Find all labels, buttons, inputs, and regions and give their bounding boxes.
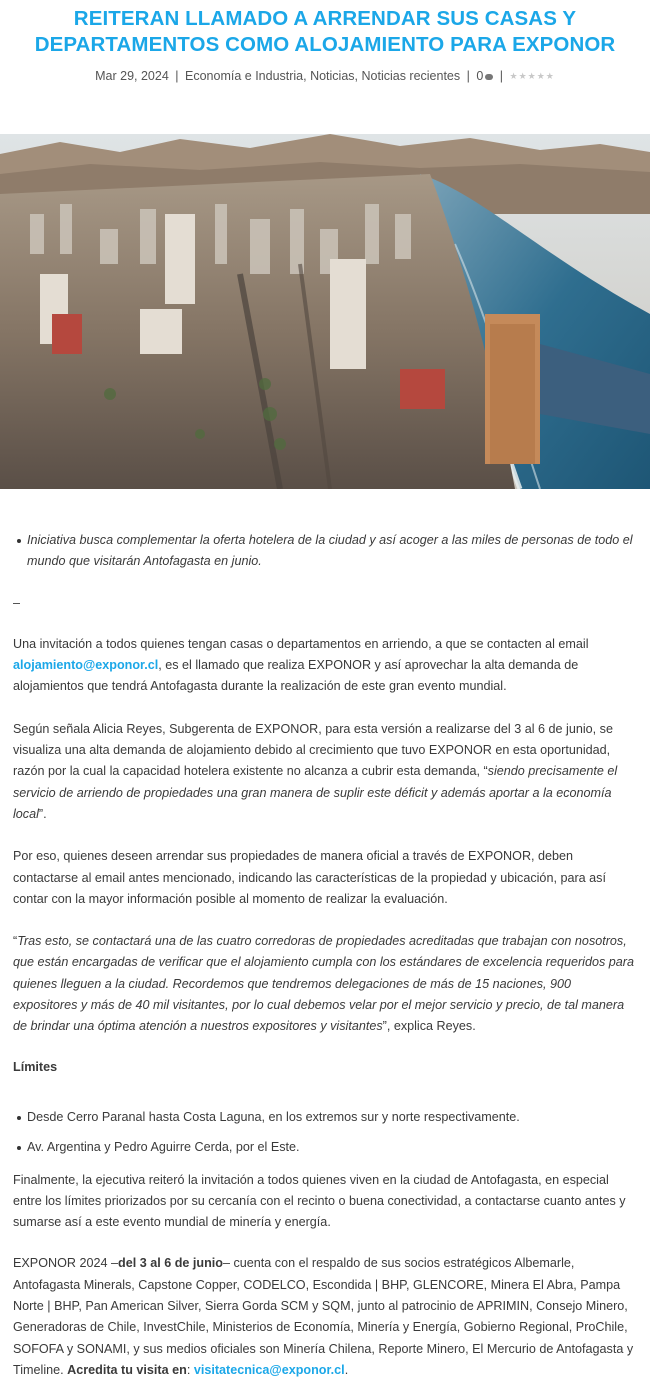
hero-image	[0, 134, 650, 489]
limits-heading-text: Límites	[13, 1059, 58, 1074]
comment-count[interactable]: 0	[476, 69, 484, 83]
post-categories[interactable]: Economía e Industria, Noticias, Noticias recientes	[185, 69, 461, 83]
paragraph-5: Finalmente, la ejecutiva reiteró la invitación a todos quienes viven en la ciudad de Antofagasta, en especial entre los límites priorizados por su cercanía con el recinto o buena conectividad, a contactarse cuanto antes y sumarse así a este evento mundial de minería y energía.	[13, 1172, 626, 1230]
paragraph-2	[13, 719, 635, 825]
paragraph-4	[13, 931, 635, 1037]
p4-quote: Tras esto, se contactará una de las cuatro corredoras de propiedades acreditadas que trabajan con nosotros, que están encargadas de verificar que el alojamiento cumpla con los estándares de excelencia requeridos para quienes lleguen a la ciudad. Recordemos que tendremos delegaciones de más de 15 naciones, 900 expositores y más de 40 mil visitantes, por lo cual debemos velar por el mejor servicio y precio, de tal manera de brindar una óptima atención a nuestros expositores y visitantes	[13, 934, 634, 1034]
meta-separator: |	[499, 69, 504, 83]
meta-separator: |	[466, 69, 470, 83]
limits-heading	[13, 1057, 635, 1078]
lead-text: Iniciativa busca complementar la oferta hotelera de la ciudad y así acoger a las miles de personas de todo el mundo que visitarán Antofagasta en junio.	[27, 533, 633, 569]
article-body	[13, 530, 635, 1381]
lead-bullet	[13, 530, 635, 573]
paragraph-1	[13, 634, 635, 698]
article-header	[0, 6, 650, 84]
p6-text-mid: – cuenta con el respaldo de sus socios estratégicos Albemarle, Antofagasta Minerals, Capstone Copper, CODELCO, Escondida | BHP, GLENCORE, Minera El Abra, Pampa Norte | BHP, Pan American Silver, Sierra Gorda SCM y SQM, junto al patrocinio de APRIMIN, Consejo Minero, Generadoras de Chile, InvestChile, Ministerios de Economía, Minería y Energía, Gobierno Regional, ProChile, SOFOFA y SONAMI, y sus medios oficiales son Minería Chilena, Reporte Minero, El Mercurio de Antofagasta y Timeline.	[13, 1256, 634, 1377]
p6-end: .	[344, 1362, 349, 1377]
limits-item-text: Av. Argentina y Pedro Aguirre Cerda, por el Este.	[27, 1140, 300, 1155]
p6-text: EXPONOR 2024 –	[13, 1256, 118, 1271]
p1-text-end: , es el llamado que realiza EXPONOR y así aprovechar la alta demanda de alojamientos que tendrá Antofagasta durante la realización de este gran evento mundial.	[13, 658, 579, 694]
email-link-visitatecnica[interactable]: visitatecnica@exponor.cl	[193, 1362, 345, 1377]
p2-text: Según señala Alicia Reyes, Subgerenta de EXPONOR, para esta versión a realizarse del 3 al 6 de junio, se visualiza una alta demanda de alojamiento debido al crecimiento que tuvo EXPONOR en esta oportunidad, razón por la cual la capacidad hotelera existente no alcanza a cubrir esta demanda, “	[13, 721, 613, 779]
post-meta	[0, 68, 650, 84]
rating-stars-icon[interactable]: ★★★★★	[509, 71, 555, 81]
paragraph-3: Por eso, quienes deseen arrendar sus propiedades de manera oficial a través de EXPONOR, deben contactarse al email antes mencionado, indicando las características de la propiedad y ubicación, para así contar con la mayor información posible al momento de realizar la evaluación.	[13, 849, 606, 906]
meta-separator: |	[175, 69, 179, 83]
city-coast-illustration	[0, 134, 650, 489]
email-link-alojamiento[interactable]: alojamiento@exponor.cl	[13, 658, 159, 673]
limits-item	[13, 1137, 635, 1158]
p4-text-end: ”, explica Reyes.	[382, 1019, 476, 1034]
article-title: REITERAN LLAMADO A ARRENDAR SUS CASAS Y DEPARTAMENTOS COMO ALOJAMIENTO PARA EXPONOR	[34, 7, 616, 56]
p2-text-end: ”.	[38, 806, 47, 821]
bullet-icon	[17, 1146, 21, 1150]
limits-item	[13, 1107, 635, 1128]
p4-open-quote: “	[13, 934, 18, 949]
comment-icon[interactable]	[485, 74, 493, 80]
dash-line: –	[13, 595, 21, 610]
bullet-icon	[17, 539, 21, 543]
p6-dates: del 3 al 6 de junio	[118, 1256, 223, 1271]
limits-item-text: Desde Cerro Paranal hasta Costa Laguna, en los extremos sur y norte respectivamente.	[27, 1109, 520, 1124]
p1-text: Una invitación a todos quienes tengan casas o departamentos en arriendo, a que se contacten al email	[13, 636, 589, 651]
p6-cta: Acredita tu visita en	[67, 1362, 187, 1377]
post-date: Mar 29, 2024	[95, 69, 169, 83]
paragraph-6	[13, 1253, 635, 1381]
p2-quote: siendo precisamente el servicio de arriendo de propiedades una gran manera de suplir este déficit y además aportar a la economía local	[13, 764, 618, 821]
bullet-icon	[17, 1116, 21, 1120]
p6-colon: :	[186, 1362, 194, 1377]
